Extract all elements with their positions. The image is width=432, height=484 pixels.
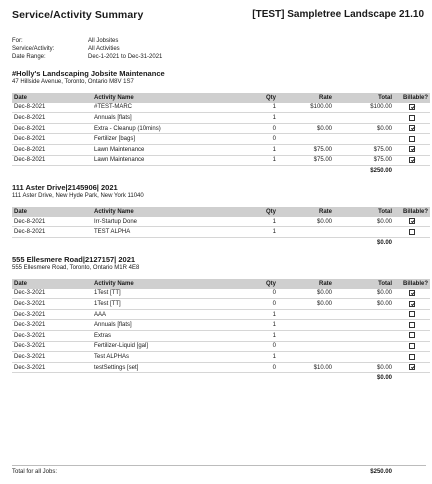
cell-rate [278, 341, 334, 352]
cell-rate: $0.00 [278, 299, 334, 310]
column-header-total: Total [334, 207, 394, 217]
grand-total-row [12, 465, 426, 475]
jobsite-sections [12, 69, 426, 383]
subtotal-empty-cell [246, 373, 278, 383]
cell-qty: 0 [246, 299, 278, 310]
unchecked-checkbox-icon [409, 332, 415, 338]
billable-cell [394, 341, 430, 352]
cell-total: $0.00 [334, 299, 394, 310]
jobsite-name: 555 Ellesmere Road|2127157| 2021 [12, 254, 136, 264]
table-row [12, 113, 430, 124]
subtotal-empty-cell [246, 237, 278, 247]
cell-date: Dec-8-2021 [12, 155, 92, 166]
cell-qty: 0 [246, 134, 278, 145]
cell-date: Dec-3-2021 [12, 352, 92, 363]
cell-total: $75.00 [334, 155, 394, 166]
cell-qty: 1 [246, 227, 278, 238]
cell-total [334, 330, 394, 341]
jobsite-address: 47 Hillside Avenue, Toronto, Ontario M8V 1S7 [12, 78, 134, 85]
cell-name: AAA [92, 309, 246, 320]
cell-total [334, 134, 394, 145]
unchecked-checkbox-icon [409, 322, 415, 328]
subtotal-row [12, 373, 430, 383]
cell-name: Irr-Startup Done [92, 217, 246, 227]
table-row [12, 330, 430, 341]
subtotal-value: $0.00 [376, 239, 392, 246]
activity-table [12, 93, 430, 176]
table-row [12, 123, 430, 134]
cell-rate: $0.00 [278, 289, 334, 299]
table-row [12, 155, 430, 166]
subtotal-empty-cell [394, 166, 430, 176]
column-header-rate: Rate [278, 207, 334, 217]
cell-rate [278, 330, 334, 341]
subtotal-empty-cell [246, 166, 278, 176]
table-row [12, 144, 430, 155]
billable-cell [394, 352, 430, 363]
cell-rate: $75.00 [278, 155, 334, 166]
jobsite-section [12, 69, 426, 176]
billable-cell [394, 362, 430, 373]
cell-name: Extras [92, 330, 246, 341]
subtotal-empty-cell [92, 237, 246, 247]
unchecked-checkbox-icon [409, 115, 415, 121]
jobsite-address: 555 Ellesmere Road, Toronto, Ontario M1R 4E8 [12, 264, 140, 271]
cell-qty: 0 [246, 341, 278, 352]
cell-name: Test ALPHAs [92, 352, 246, 363]
report-filters [12, 37, 426, 62]
table-row [12, 362, 430, 373]
cell-name: Annuals [flats] [92, 320, 246, 331]
cell-name: Lawn Maintenance [92, 155, 246, 166]
table-header-row [12, 207, 430, 217]
filter-label: Date Range: [12, 54, 46, 61]
billable-cell [394, 144, 430, 155]
column-header-qty: Qty [246, 279, 278, 289]
report-header [12, 9, 426, 29]
cell-rate [278, 352, 334, 363]
billable-cell [394, 217, 430, 227]
cell-qty: 0 [246, 123, 278, 134]
cell-qty: 1 [246, 352, 278, 363]
table-header-row [12, 93, 430, 103]
jobsite-name: #Holly's Landscaping Jobsite Maintenance [12, 68, 165, 78]
column-header-date: Date [12, 93, 92, 103]
cell-rate: $0.00 [278, 123, 334, 134]
cell-qty: 1 [246, 309, 278, 320]
cell-date: Dec-8-2021 [12, 123, 92, 134]
cell-total [334, 113, 394, 124]
unchecked-checkbox-icon [409, 343, 415, 349]
column-header-qty: Qty [246, 207, 278, 217]
cell-qty: 1 [246, 144, 278, 155]
cell-total [334, 352, 394, 363]
filter-label: Service/Activity: [12, 46, 55, 53]
table-row [12, 320, 430, 331]
report-page [0, 9, 432, 484]
column-header-total: Total [334, 93, 394, 103]
cell-name: Fertilizer-Liquid [gal] [92, 341, 246, 352]
unchecked-checkbox-icon [409, 354, 415, 360]
column-header-billable: Billable? [394, 207, 430, 217]
filter-value: All Jobsites [88, 38, 119, 44]
table-header-row [12, 279, 430, 289]
cell-name: Lawn Maintenance [92, 144, 246, 155]
billable-cell [394, 320, 430, 331]
cell-total: $75.00 [334, 144, 394, 155]
company-title: [TEST] Sampletree Landscape 21.10 [252, 9, 424, 20]
subtotal-empty-cell [92, 373, 246, 383]
column-header-total: Total [334, 279, 394, 289]
column-header-date: Date [12, 207, 92, 217]
cell-qty: 1 [246, 330, 278, 341]
cell-total [334, 320, 394, 331]
jobsite-address: 111 Aster Drive, New Hyde Park, New York 11040 [12, 192, 144, 199]
table-row [12, 103, 430, 113]
cell-qty: 0 [246, 289, 278, 299]
cell-rate [278, 227, 334, 238]
table-row [12, 341, 430, 352]
cell-qty: 0 [246, 362, 278, 373]
cell-rate: $75.00 [278, 144, 334, 155]
unchecked-checkbox-icon [409, 229, 415, 235]
cell-name: testSettings [set] [92, 362, 246, 373]
subtotal-empty-cell [12, 237, 92, 247]
cell-total: $0.00 [334, 362, 394, 373]
billable-cell [394, 123, 430, 134]
column-header-billable: Billable? [394, 279, 430, 289]
cell-date: Dec-3-2021 [12, 320, 92, 331]
cell-date: Dec-3-2021 [12, 330, 92, 341]
checked-checkbox-icon [409, 364, 415, 370]
cell-rate [278, 309, 334, 320]
cell-date: Dec-8-2021 [12, 227, 92, 238]
subtotal-empty-cell [12, 373, 92, 383]
cell-qty: 1 [246, 217, 278, 227]
subtotal-value: $0.00 [376, 375, 392, 382]
checked-checkbox-icon [409, 104, 415, 110]
table-row [12, 299, 430, 310]
cell-total [334, 309, 394, 320]
cell-qty: 1 [246, 155, 278, 166]
subtotal-empty-cell [12, 166, 92, 176]
subtotal-row [12, 166, 430, 176]
cell-name: Fertilizer [bags] [92, 134, 246, 145]
cell-total: $100.00 [334, 103, 394, 113]
filter-value: Dec-1-2021 to Dec-31-2021 [88, 54, 163, 61]
table-row [12, 134, 430, 145]
cell-rate: $100.00 [278, 103, 334, 113]
billable-cell [394, 289, 430, 299]
table-row [12, 227, 430, 238]
billable-cell [394, 330, 430, 341]
column-header-name: Activity Name [92, 207, 246, 217]
checked-checkbox-icon [409, 125, 415, 131]
checked-checkbox-icon [409, 157, 415, 163]
cell-date: Dec-8-2021 [12, 134, 92, 145]
cell-name: Annuals [flats] [92, 113, 246, 124]
filter-label: For: [12, 38, 23, 44]
filter-row [12, 53, 426, 61]
activity-table [12, 279, 430, 383]
column-header-name: Activity Name [92, 279, 246, 289]
grand-total-value: $250.00 [370, 469, 392, 475]
cell-total: $0.00 [334, 217, 394, 227]
cell-total [334, 341, 394, 352]
filter-row [12, 37, 426, 45]
cell-date: Dec-3-2021 [12, 341, 92, 352]
column-header-rate: Rate [278, 93, 334, 103]
billable-cell [394, 155, 430, 166]
subtotal-empty-cell [278, 373, 334, 383]
cell-date: Dec-3-2021 [12, 299, 92, 310]
cell-name: TEST ALPHA [92, 227, 246, 238]
billable-cell [394, 299, 430, 310]
filter-value: All Activities [88, 46, 120, 53]
billable-cell [394, 113, 430, 124]
filter-row [12, 45, 426, 53]
cell-name: #TEST-MARC [92, 103, 246, 113]
cell-date: Dec-8-2021 [12, 113, 92, 124]
unchecked-checkbox-icon [409, 311, 415, 317]
cell-date: Dec-3-2021 [12, 362, 92, 373]
subtotal-empty-cell [92, 166, 246, 176]
cell-qty: 1 [246, 320, 278, 331]
cell-rate [278, 320, 334, 331]
cell-name: 1Test [TT] [92, 289, 246, 299]
column-header-qty: Qty [246, 93, 278, 103]
cell-total [334, 227, 394, 238]
grand-total-label: Total for all Jobs: [12, 469, 58, 475]
subtotal-empty-cell [278, 237, 334, 247]
activity-table [12, 207, 430, 248]
cell-date: Dec-3-2021 [12, 309, 92, 320]
subtotal-value: $250.00 [370, 167, 392, 174]
cell-rate [278, 113, 334, 124]
column-header-date: Date [12, 279, 92, 289]
cell-date: Dec-8-2021 [12, 217, 92, 227]
cell-total: $0.00 [334, 123, 394, 134]
table-row [12, 289, 430, 299]
billable-cell [394, 227, 430, 238]
jobsite-section [12, 255, 426, 383]
jobsite-name: 111 Aster Drive|2145906| 2021 [12, 182, 118, 192]
column-header-name: Activity Name [92, 93, 246, 103]
checked-checkbox-icon [409, 290, 415, 296]
billable-cell [394, 309, 430, 320]
cell-qty: 1 [246, 113, 278, 124]
billable-cell [394, 134, 430, 145]
table-row [12, 217, 430, 227]
jobsite-section [12, 183, 426, 248]
cell-name: Extra - Cleanup (10mins) [92, 123, 246, 134]
cell-date: Dec-8-2021 [12, 144, 92, 155]
table-row [12, 352, 430, 363]
cell-total: $0.00 [334, 289, 394, 299]
report-title: Service/Activity Summary [12, 9, 144, 21]
subtotal-empty-cell [394, 373, 430, 383]
checked-checkbox-icon [409, 146, 415, 152]
cell-date: Dec-3-2021 [12, 289, 92, 299]
subtotal-row [12, 237, 430, 247]
billable-cell [394, 103, 430, 113]
cell-rate: $10.00 [278, 362, 334, 373]
cell-qty: 1 [246, 103, 278, 113]
column-header-rate: Rate [278, 279, 334, 289]
cell-rate: $0.00 [278, 217, 334, 227]
unchecked-checkbox-icon [409, 136, 415, 142]
column-header-billable: Billable? [394, 93, 430, 103]
cell-date: Dec-8-2021 [12, 103, 92, 113]
cell-rate [278, 134, 334, 145]
table-row [12, 309, 430, 320]
cell-name: 1Test [TT] [92, 299, 246, 310]
checked-checkbox-icon [409, 301, 415, 307]
checked-checkbox-icon [409, 218, 415, 224]
subtotal-empty-cell [278, 166, 334, 176]
subtotal-empty-cell [394, 237, 430, 247]
